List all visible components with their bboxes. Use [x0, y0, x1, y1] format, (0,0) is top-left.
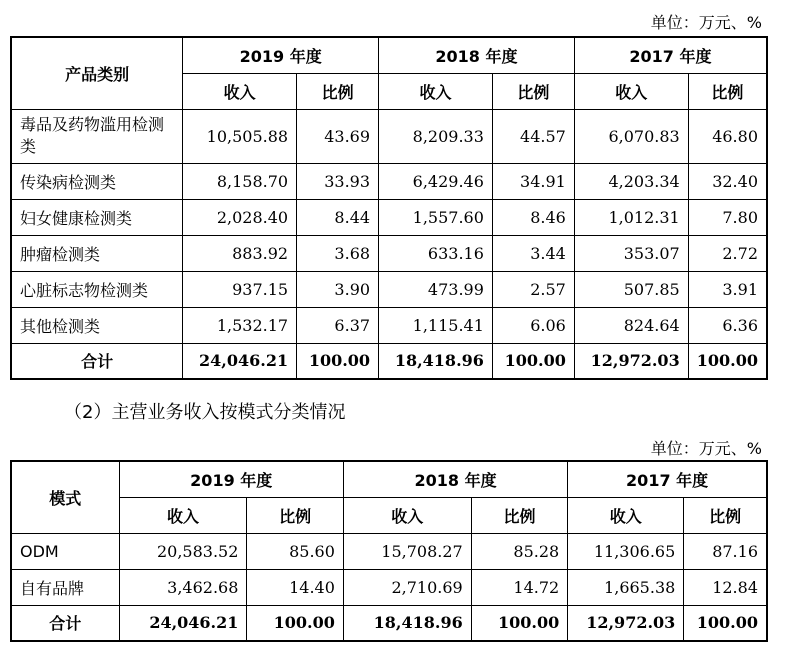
cell-value: 100.00 [688, 343, 767, 379]
cell-value: 937.15 [183, 271, 297, 307]
cell-value: 14.72 [471, 569, 568, 605]
header-ratio: 比例 [492, 73, 574, 109]
total-row [11, 343, 767, 379]
header-revenue: 收入 [183, 73, 297, 109]
cell-value: 34.91 [492, 163, 574, 199]
table-row [11, 163, 767, 199]
header-category: 模式 [11, 461, 119, 533]
table-row [11, 199, 767, 235]
unit-label-1: 单位：万元、% [650, 13, 762, 32]
cell-value: 1,665.38 [568, 569, 684, 605]
header-revenue: 收入 [119, 497, 247, 533]
row-label: 传染病检测类 [11, 163, 183, 199]
row-label: 毒品及药物滥用检测类 [11, 109, 183, 163]
unit-label-2: 单位：万元、% [650, 439, 762, 458]
cell-value: 32.40 [688, 163, 767, 199]
cell-value: 14.40 [247, 569, 344, 605]
cell-value: 12,972.03 [568, 605, 684, 641]
header-revenue: 收入 [343, 497, 471, 533]
header-ratio: 比例 [297, 73, 379, 109]
table-row [11, 307, 767, 343]
cell-value: 100.00 [684, 605, 767, 641]
cell-value: 33.93 [297, 163, 379, 199]
cell-value: 24,046.21 [183, 343, 297, 379]
total-row [11, 605, 767, 641]
cell-value: 20,583.52 [119, 533, 247, 569]
cell-value: 883.92 [183, 235, 297, 271]
row-label: 其他检测类 [11, 307, 183, 343]
total-label: 合计 [11, 343, 183, 379]
cell-value: 15,708.27 [343, 533, 471, 569]
cell-value: 43.69 [297, 109, 379, 163]
cell-value: 2.72 [688, 235, 767, 271]
row-label: ODM [11, 533, 119, 569]
cell-value: 6.36 [688, 307, 767, 343]
header-revenue: 收入 [574, 73, 688, 109]
total-label: 合计 [11, 605, 119, 641]
header-2017: 2017 年度 [574, 37, 767, 73]
table-row [11, 569, 767, 605]
cell-value: 353.07 [574, 235, 688, 271]
cell-value: 85.60 [247, 533, 344, 569]
cell-value: 11,306.65 [568, 533, 684, 569]
header-ratio: 比例 [247, 497, 344, 533]
cell-value: 10,505.88 [183, 109, 297, 163]
cell-value: 87.16 [684, 533, 767, 569]
cell-value: 46.80 [688, 109, 767, 163]
cell-value: 85.28 [471, 533, 568, 569]
cell-value: 473.99 [379, 271, 493, 307]
header-ratio: 比例 [684, 497, 767, 533]
cell-value: 100.00 [297, 343, 379, 379]
header-revenue: 收入 [568, 497, 684, 533]
cell-value: 4,203.34 [574, 163, 688, 199]
cell-value: 8.46 [492, 199, 574, 235]
header-2017: 2017 年度 [568, 461, 767, 497]
cell-value: 824.64 [574, 307, 688, 343]
cell-value: 3.44 [492, 235, 574, 271]
row-label: 心脏标志物检测类 [11, 271, 183, 307]
cell-value: 633.16 [379, 235, 493, 271]
header-2019: 2019 年度 [183, 37, 379, 73]
cell-value: 3,462.68 [119, 569, 247, 605]
cell-value: 18,418.96 [343, 605, 471, 641]
cell-value: 1,557.60 [379, 199, 493, 235]
cell-value: 1,115.41 [379, 307, 493, 343]
cell-value: 6.37 [297, 307, 379, 343]
table-row [11, 235, 767, 271]
cell-value: 2,710.69 [343, 569, 471, 605]
cell-value: 24,046.21 [119, 605, 247, 641]
row-label: 自有品牌 [11, 569, 119, 605]
section-caption: （2）主营业务收入按模式分类情况 [64, 402, 346, 423]
row-label: 妇女健康检测类 [11, 199, 183, 235]
cell-value: 6.06 [492, 307, 574, 343]
mode-table [10, 460, 768, 642]
cell-value: 6,429.46 [379, 163, 493, 199]
cell-value: 3.90 [297, 271, 379, 307]
cell-value: 3.91 [688, 271, 767, 307]
cell-value: 2.57 [492, 271, 574, 307]
cell-value: 12,972.03 [574, 343, 688, 379]
cell-value: 7.80 [688, 199, 767, 235]
cell-value: 8.44 [297, 199, 379, 235]
table-row [11, 271, 767, 307]
table-row [11, 533, 767, 569]
cell-value: 6,070.83 [574, 109, 688, 163]
header-revenue: 收入 [379, 73, 493, 109]
cell-value: 100.00 [247, 605, 344, 641]
cell-value: 507.85 [574, 271, 688, 307]
cell-value: 3.68 [297, 235, 379, 271]
cell-value: 2,028.40 [183, 199, 297, 235]
header-2018: 2018 年度 [343, 461, 567, 497]
cell-value: 100.00 [492, 343, 574, 379]
cell-value: 1,532.17 [183, 307, 297, 343]
cell-value: 44.57 [492, 109, 574, 163]
cell-value: 18,418.96 [379, 343, 493, 379]
cell-value: 1,012.31 [574, 199, 688, 235]
cell-value: 8,158.70 [183, 163, 297, 199]
cell-value: 100.00 [471, 605, 568, 641]
header-ratio: 比例 [688, 73, 767, 109]
header-2019: 2019 年度 [119, 461, 343, 497]
cell-value: 8,209.33 [379, 109, 493, 163]
table-row [11, 109, 767, 163]
product-category-table [10, 36, 768, 380]
cell-value: 12.84 [684, 569, 767, 605]
header-2018: 2018 年度 [379, 37, 575, 73]
header-category: 产品类别 [11, 37, 183, 109]
row-label: 肿瘤检测类 [11, 235, 183, 271]
header-ratio: 比例 [471, 497, 568, 533]
